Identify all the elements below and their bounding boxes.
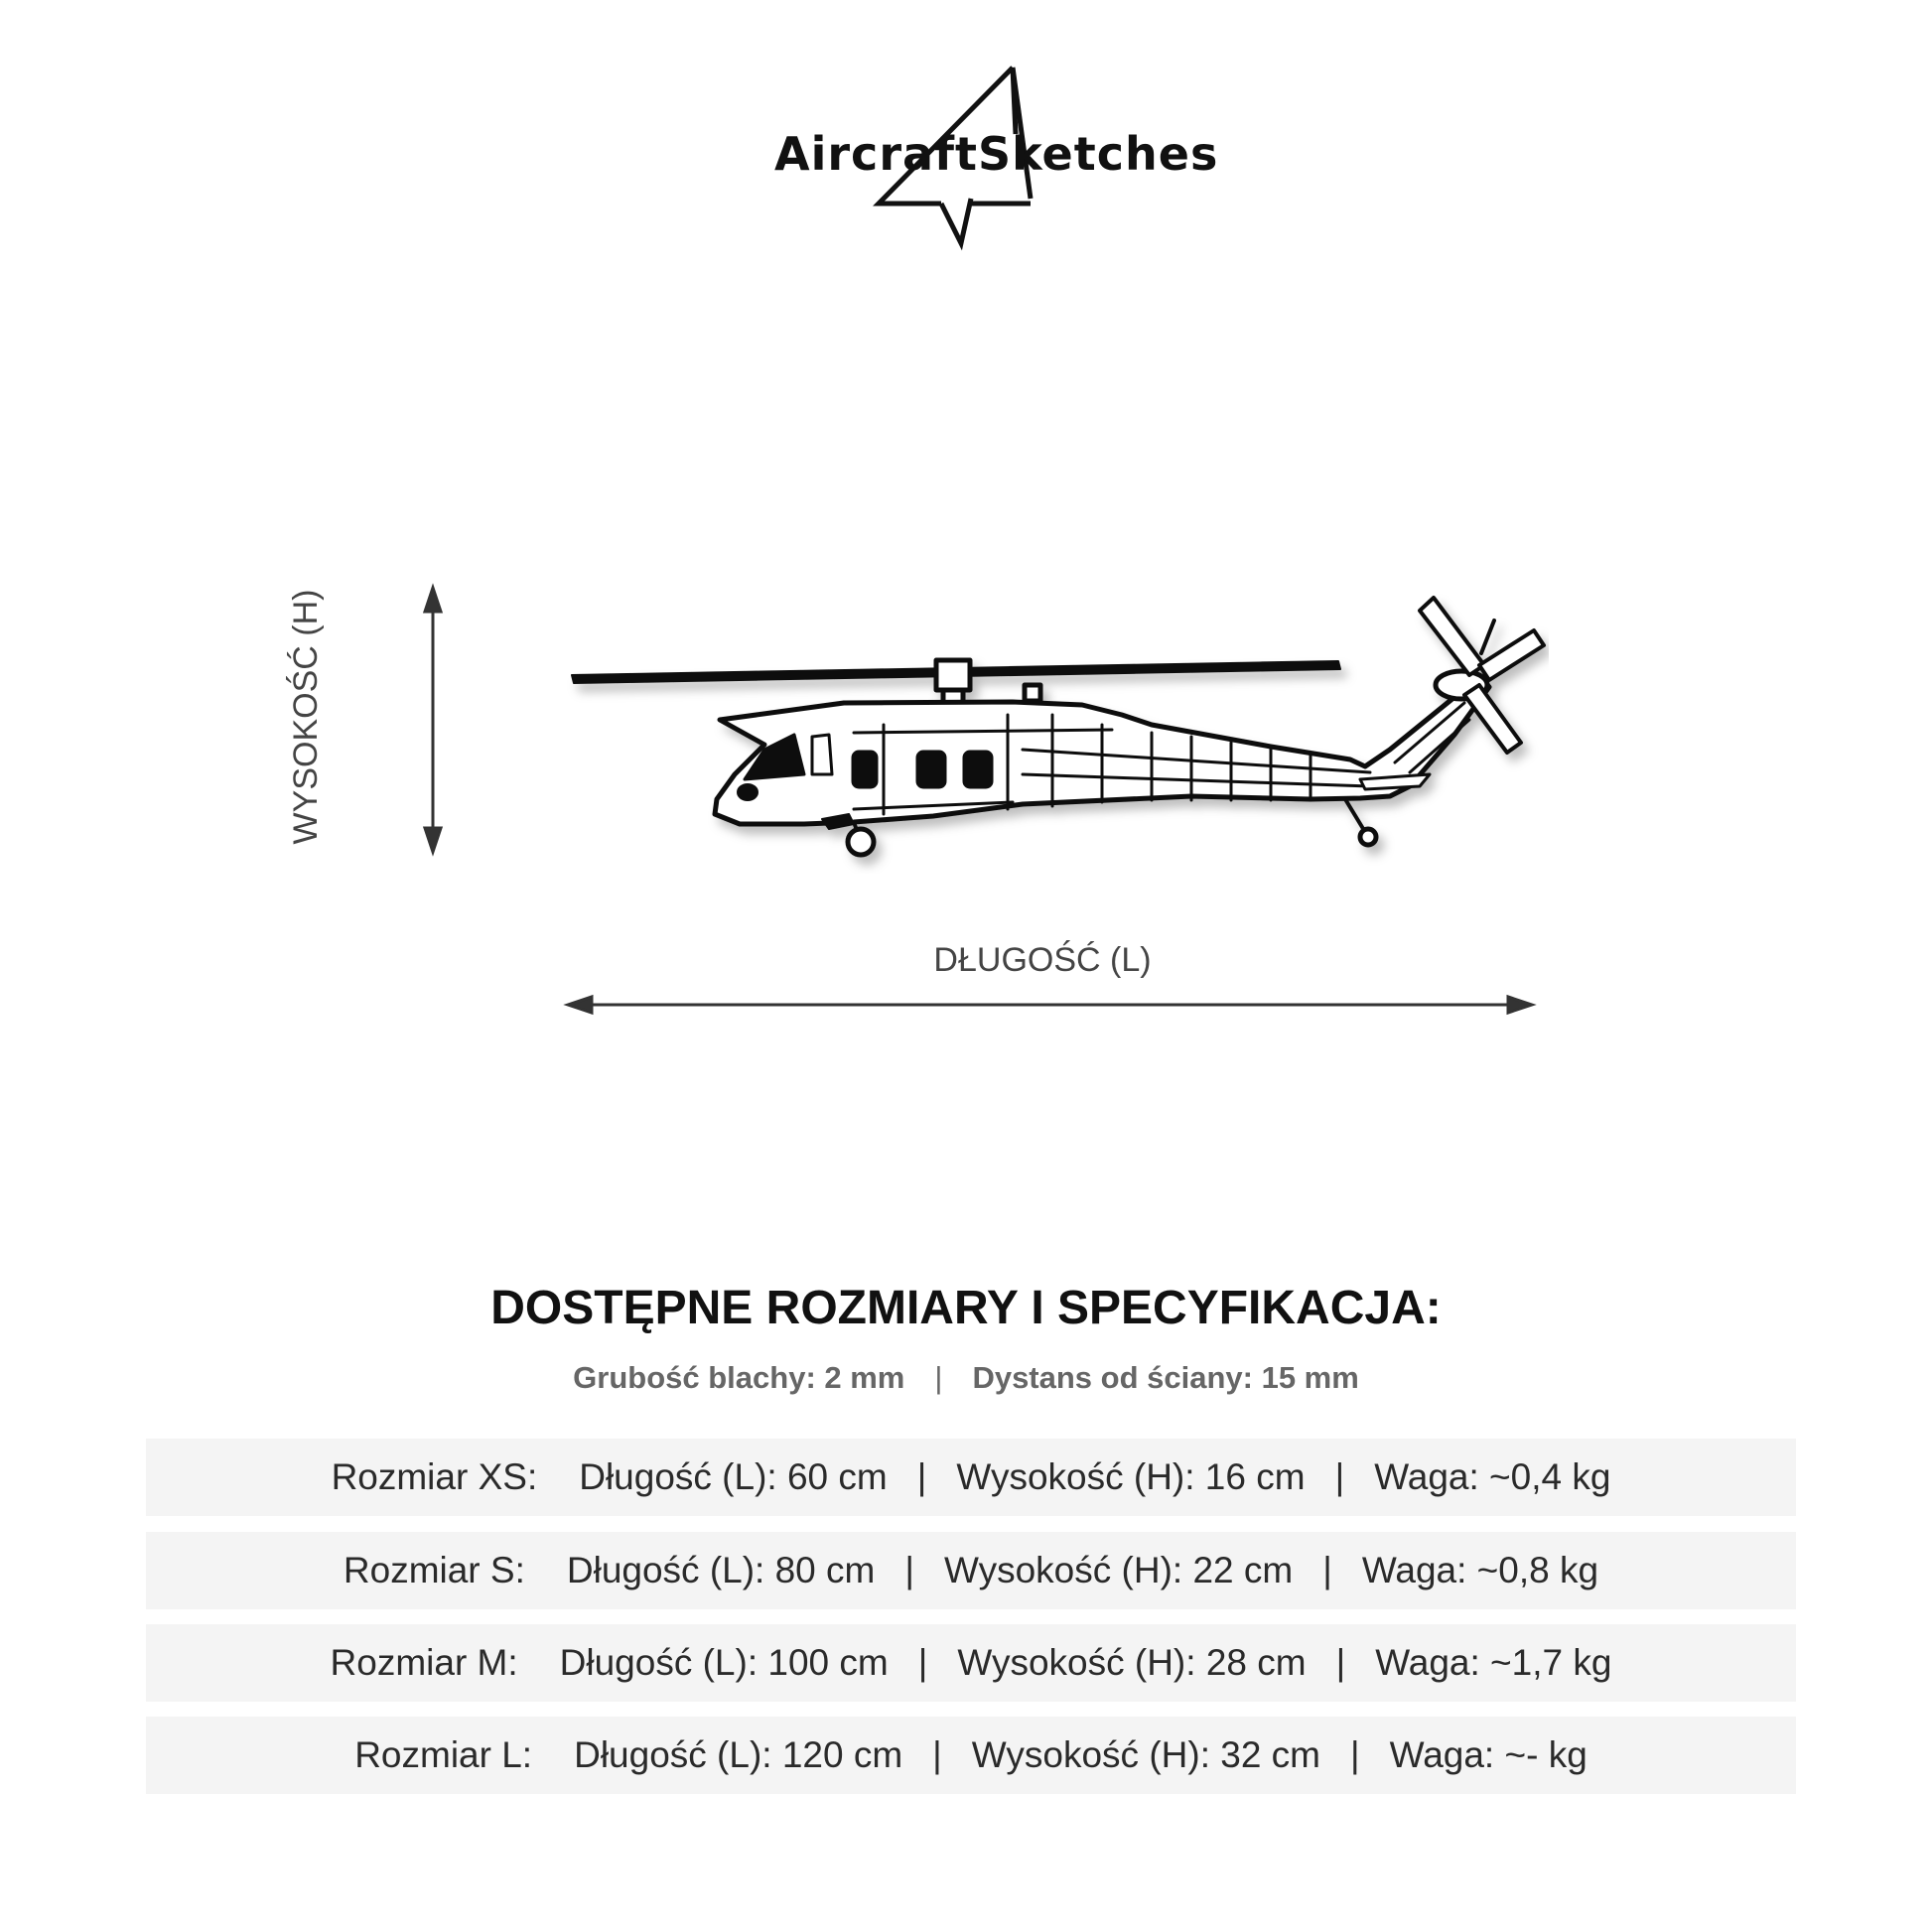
length-arrow-left-head [568, 997, 592, 1013]
size-height: Wysokość (H): 32 cm [971, 1734, 1321, 1775]
size-row-m [146, 1624, 1796, 1702]
logo-text: AircraftSketches [774, 127, 1219, 181]
height-arrow-top-head [425, 588, 441, 612]
size-name: Rozmiar L: [354, 1734, 533, 1775]
wall-distance: Dystans od ściany: 15 mm [972, 1360, 1359, 1395]
size-height: Wysokość (H): 16 cm [956, 1456, 1306, 1497]
separator: | [916, 1456, 927, 1497]
separator: | [1350, 1734, 1360, 1775]
size-row-s [146, 1532, 1796, 1609]
size-row-xs [146, 1439, 1796, 1516]
length-label: DŁUGOŚĆ (L) [933, 941, 1152, 979]
helicopter-silhouette [556, 576, 1549, 874]
size-length: Długość (L): 60 cm [579, 1456, 888, 1497]
separator: | [917, 1642, 928, 1683]
size-length: Długość (L): 120 cm [574, 1734, 903, 1775]
specs-subtitle [0, 1360, 1932, 1396]
separator: | [1334, 1456, 1345, 1497]
size-name: Rozmiar XS: [331, 1456, 538, 1497]
separator: | [934, 1360, 943, 1395]
separator: | [904, 1550, 914, 1590]
size-length: Długość (L): 100 cm [559, 1642, 889, 1683]
separator: | [932, 1734, 942, 1775]
height-label: WYSOKOŚĆ (H) [287, 589, 325, 845]
separator: | [1322, 1550, 1332, 1590]
size-length: Długość (L): 80 cm [566, 1550, 876, 1590]
size-weight: Waga: ~- kg [1389, 1734, 1587, 1775]
size-height: Wysokość (H): 28 cm [957, 1642, 1307, 1683]
specs-title: DOSTĘPNE ROZMIARY I SPECYFIKACJA: [490, 1282, 1442, 1334]
height-arrow-bottom-head [425, 828, 441, 852]
size-weight: Waga: ~1,7 kg [1375, 1642, 1612, 1683]
sheet-thickness: Grubość blachy: 2 mm [573, 1360, 905, 1395]
separator: | [1335, 1642, 1346, 1683]
size-row-l [146, 1717, 1796, 1794]
size-name: Rozmiar M: [330, 1642, 518, 1683]
size-weight: Waga: ~0,4 kg [1374, 1456, 1611, 1497]
length-arrow-right-head [1508, 997, 1532, 1013]
size-name: Rozmiar S: [343, 1550, 525, 1590]
size-height: Wysokość (H): 22 cm [944, 1550, 1294, 1590]
size-weight: Waga: ~0,8 kg [1361, 1550, 1599, 1590]
